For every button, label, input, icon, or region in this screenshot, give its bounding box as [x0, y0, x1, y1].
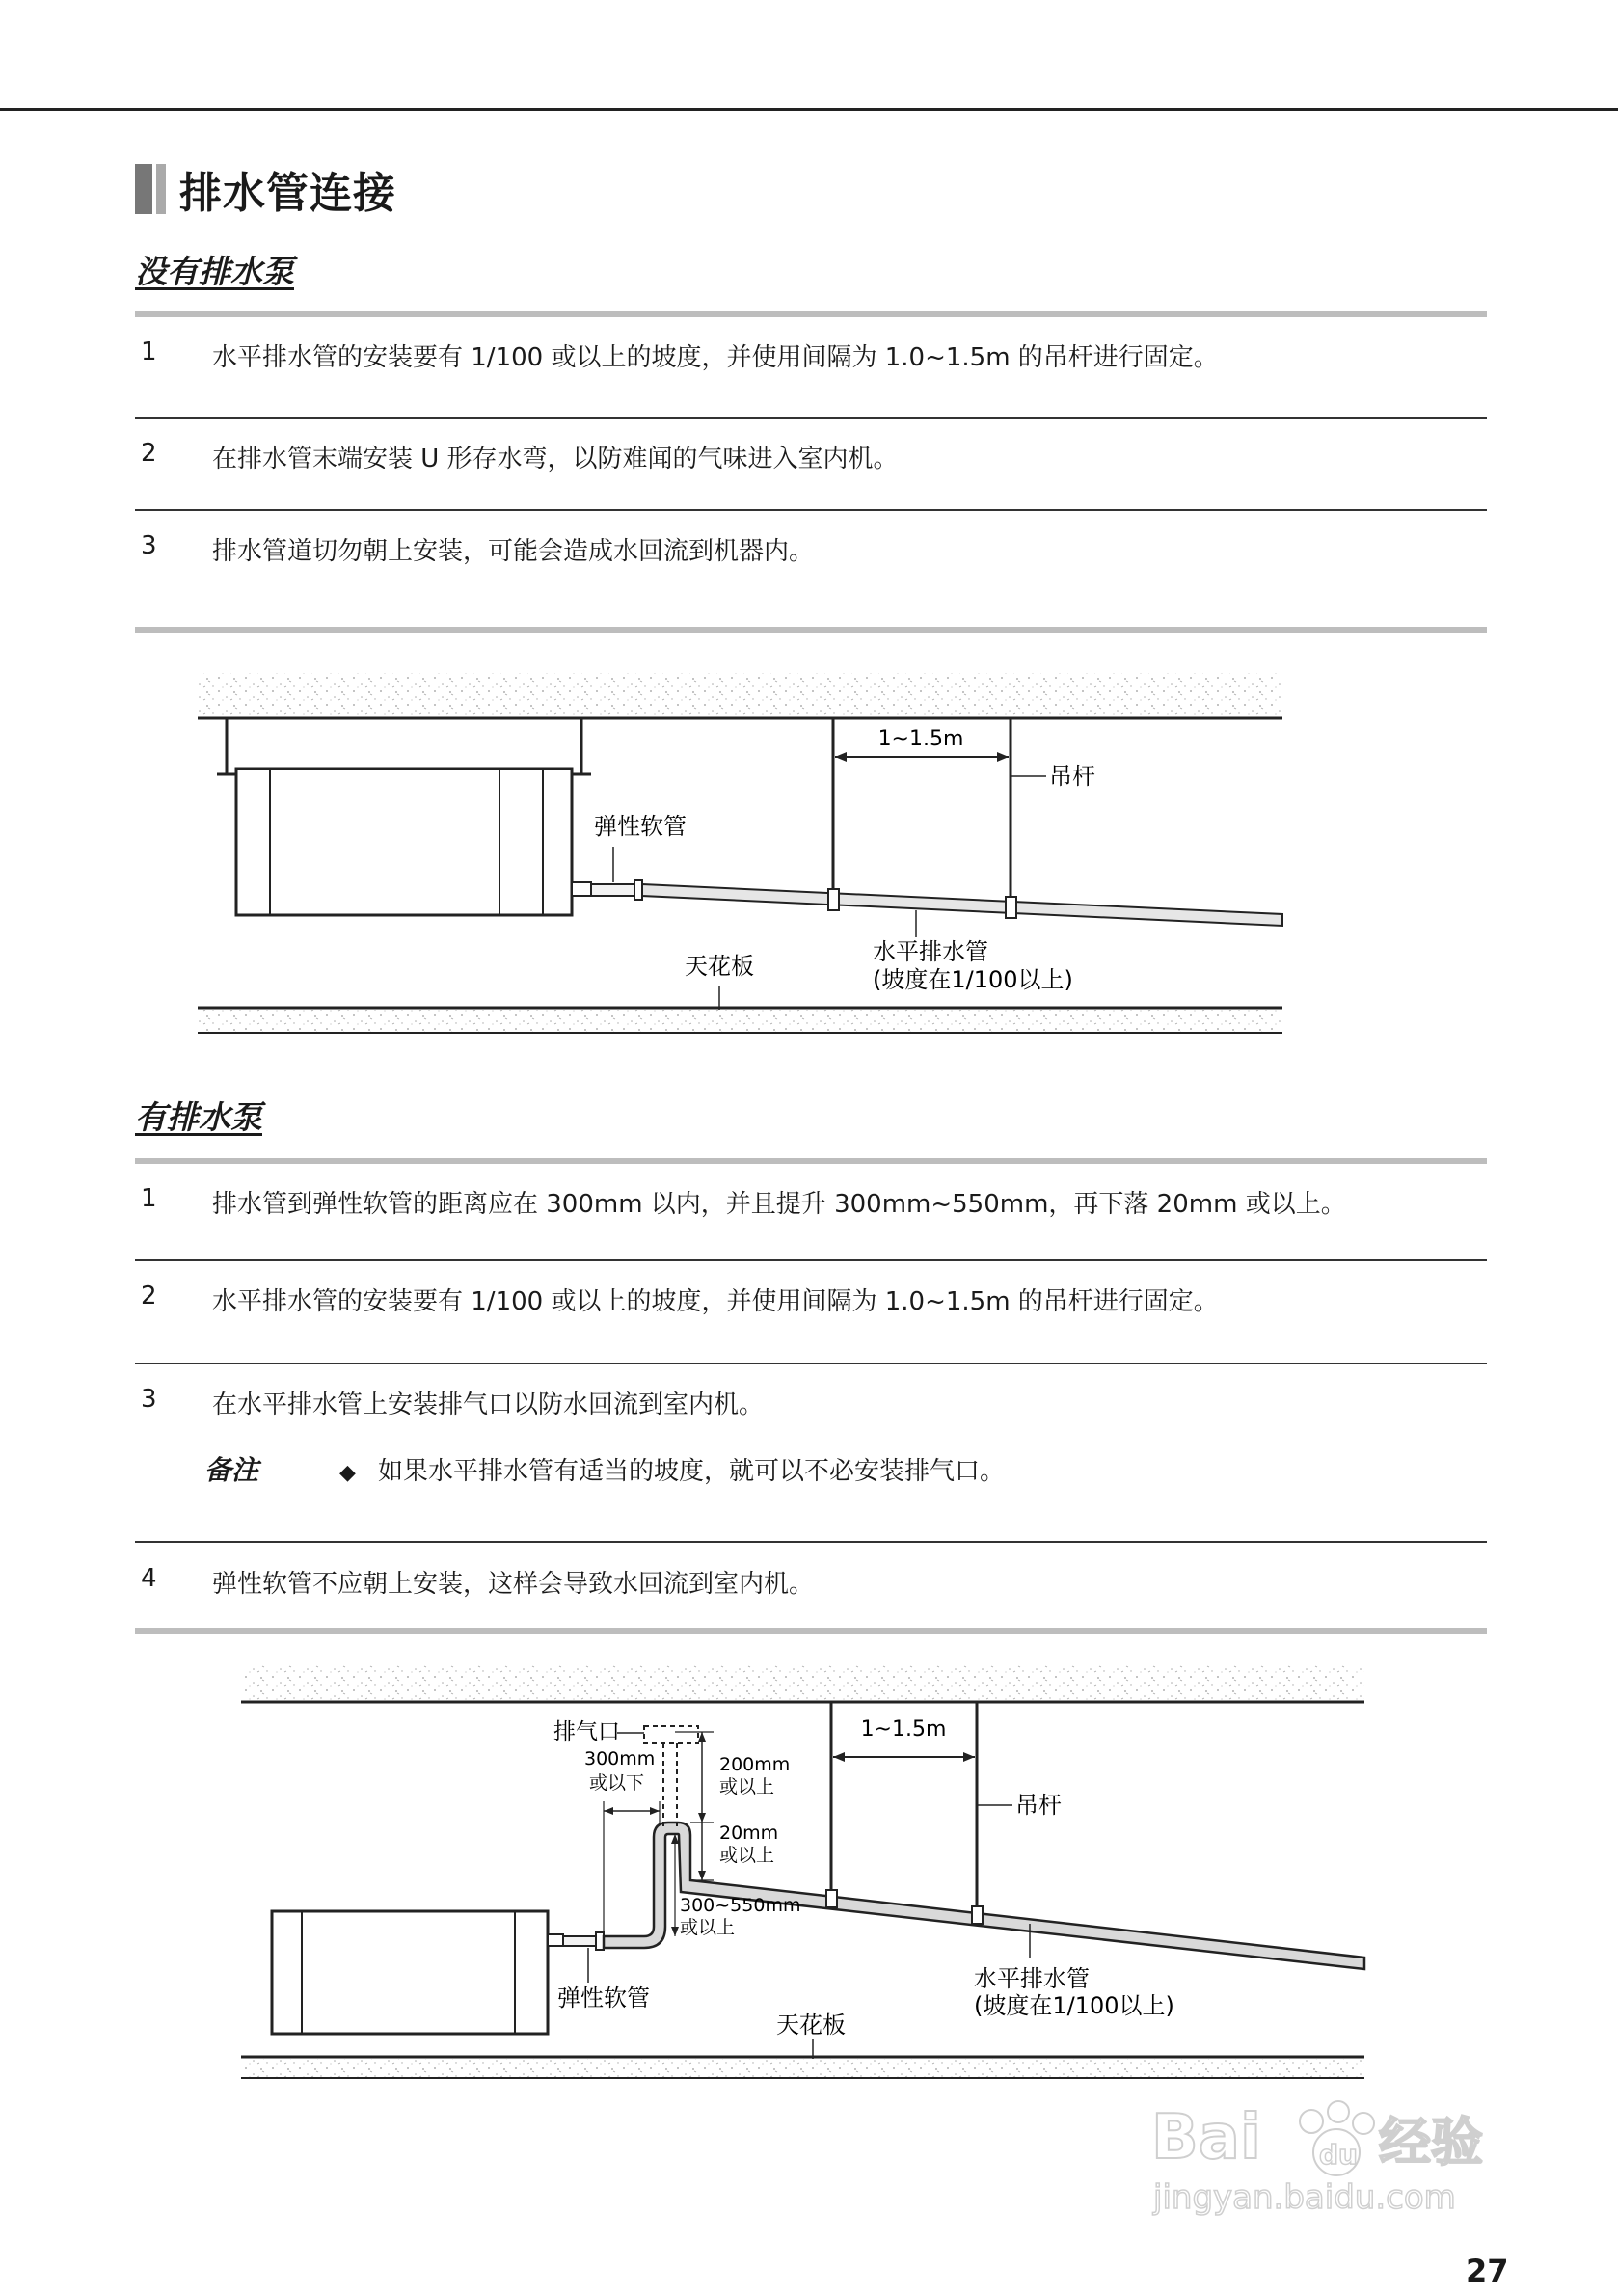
step-text: 水平排水管的安装要有 1/100 或以上的坡度，并使用间隔为 1.0~1.5m 的吊杆进行固定。 — [212, 1287, 1219, 1316]
step-number: 2 — [141, 439, 157, 468]
dim-20-label: 或以上 — [719, 1845, 775, 1866]
ceiling-board-hatch — [241, 2059, 1364, 2078]
page-title: 排水管连接 — [179, 169, 396, 218]
step-text: 弹性软管不应朝上安装，这样会导致水回流到室内机。 — [212, 1570, 815, 1599]
drain-pipe — [572, 880, 1282, 926]
flexible-hose-label: 弹性软管 — [557, 1985, 650, 2012]
watermark-url: jingyan.baidu.com — [1153, 2178, 1456, 2217]
section-heading-with-pump: 有排水泵 — [135, 1098, 262, 1136]
step-text: 排水管到弹性软管的距离应在 300mm 以内，并且提升 300mm~550mm，再下落 20mm 或以上。 — [212, 1190, 1346, 1219]
section-heading-no-pump: 没有排水泵 — [135, 253, 294, 290]
dim-lift-label: 300~550mm — [680, 1895, 801, 1916]
dim-300-label: 300mm — [584, 1748, 656, 1769]
step-text: 在水平排水管上安装排气口以防水回流到室内机。 — [212, 1391, 765, 1419]
section-rule — [135, 1158, 1487, 1164]
diagram-with-pump — [0, 1639, 1618, 2121]
indoor-unit — [236, 769, 572, 915]
step-item — [135, 1385, 1487, 1420]
step-divider — [135, 1259, 1487, 1261]
step-number: 4 — [141, 1564, 157, 1593]
slope-label: (坡度在1/100以上) — [974, 1992, 1174, 2019]
interval-label: 1~1.5m — [860, 1717, 947, 1742]
page-number: 27 — [1466, 2253, 1509, 2289]
baidu-watermark — [1147, 2083, 1533, 2228]
diagram-no-pump — [0, 0, 1618, 1061]
drain-pipe — [548, 1823, 1364, 1969]
dim-200-label: 200mm — [719, 1754, 791, 1775]
step-item — [135, 1564, 1487, 1600]
step-text: 水平排水管的安装要有 1/100 或以上的坡度，并使用间隔为 1.0~1.5m 的吊杆进行固定。 — [212, 343, 1219, 372]
vent-label: 排气口 — [553, 1719, 620, 1744]
indoor-unit — [272, 1911, 548, 2034]
note-text: 如果水平排水管有适当的坡度，就可以不必安装排气口。 — [378, 1457, 1006, 1486]
drain-pipe-label: 水平排水管 — [873, 938, 988, 965]
drain-pipe-label: 水平排水管 — [974, 1965, 1090, 1992]
step-item — [135, 1282, 1487, 1317]
section-rule — [135, 1628, 1487, 1634]
dim-20-label: 20mm — [719, 1823, 779, 1844]
step-number: 3 — [141, 531, 157, 560]
ceiling-label: 天花板 — [776, 2012, 846, 2039]
note — [204, 1449, 1005, 1488]
dim-lift-label: 或以上 — [680, 1917, 736, 1938]
step-divider — [135, 1541, 1487, 1543]
watermark-brand: Bai — [1151, 2102, 1261, 2174]
step-number: 1 — [141, 338, 157, 366]
step-number: 1 — [141, 1184, 157, 1213]
watermark-brand: du — [1319, 2139, 1358, 2171]
step-text: 排水管道切勿朝上安装，可能会造成水回流到机器内。 — [212, 537, 815, 566]
note-label: 备注 — [204, 1454, 259, 1486]
slope-label: (坡度在1/100以上) — [873, 966, 1073, 993]
step-text: 在排水管末端安装 U 形存水弯，以防难闻的气味进入室内机。 — [212, 445, 899, 473]
flexible-hose-label: 弹性软管 — [594, 813, 687, 840]
interval-label: 1~1.5m — [877, 727, 964, 751]
hanger-rod-label: 吊杆 — [1049, 763, 1095, 790]
ceiling-slab — [198, 673, 1282, 718]
dim-200-label: 或以上 — [719, 1776, 775, 1797]
step-item — [135, 1184, 1487, 1220]
step-divider — [135, 1363, 1487, 1364]
ceiling-label: 天花板 — [685, 953, 754, 980]
watermark-brand: 经验 — [1379, 2112, 1483, 2173]
ceiling-slab — [241, 1665, 1364, 1702]
dim-300-label: 或以下 — [589, 1772, 645, 1794]
hanger-rod-label: 吊杆 — [1015, 1792, 1062, 1819]
note-bullet-icon: ◆ — [339, 1461, 356, 1485]
step-number: 3 — [141, 1385, 157, 1414]
step-number: 2 — [141, 1282, 157, 1310]
ceiling-board-hatch — [198, 1010, 1282, 1033]
